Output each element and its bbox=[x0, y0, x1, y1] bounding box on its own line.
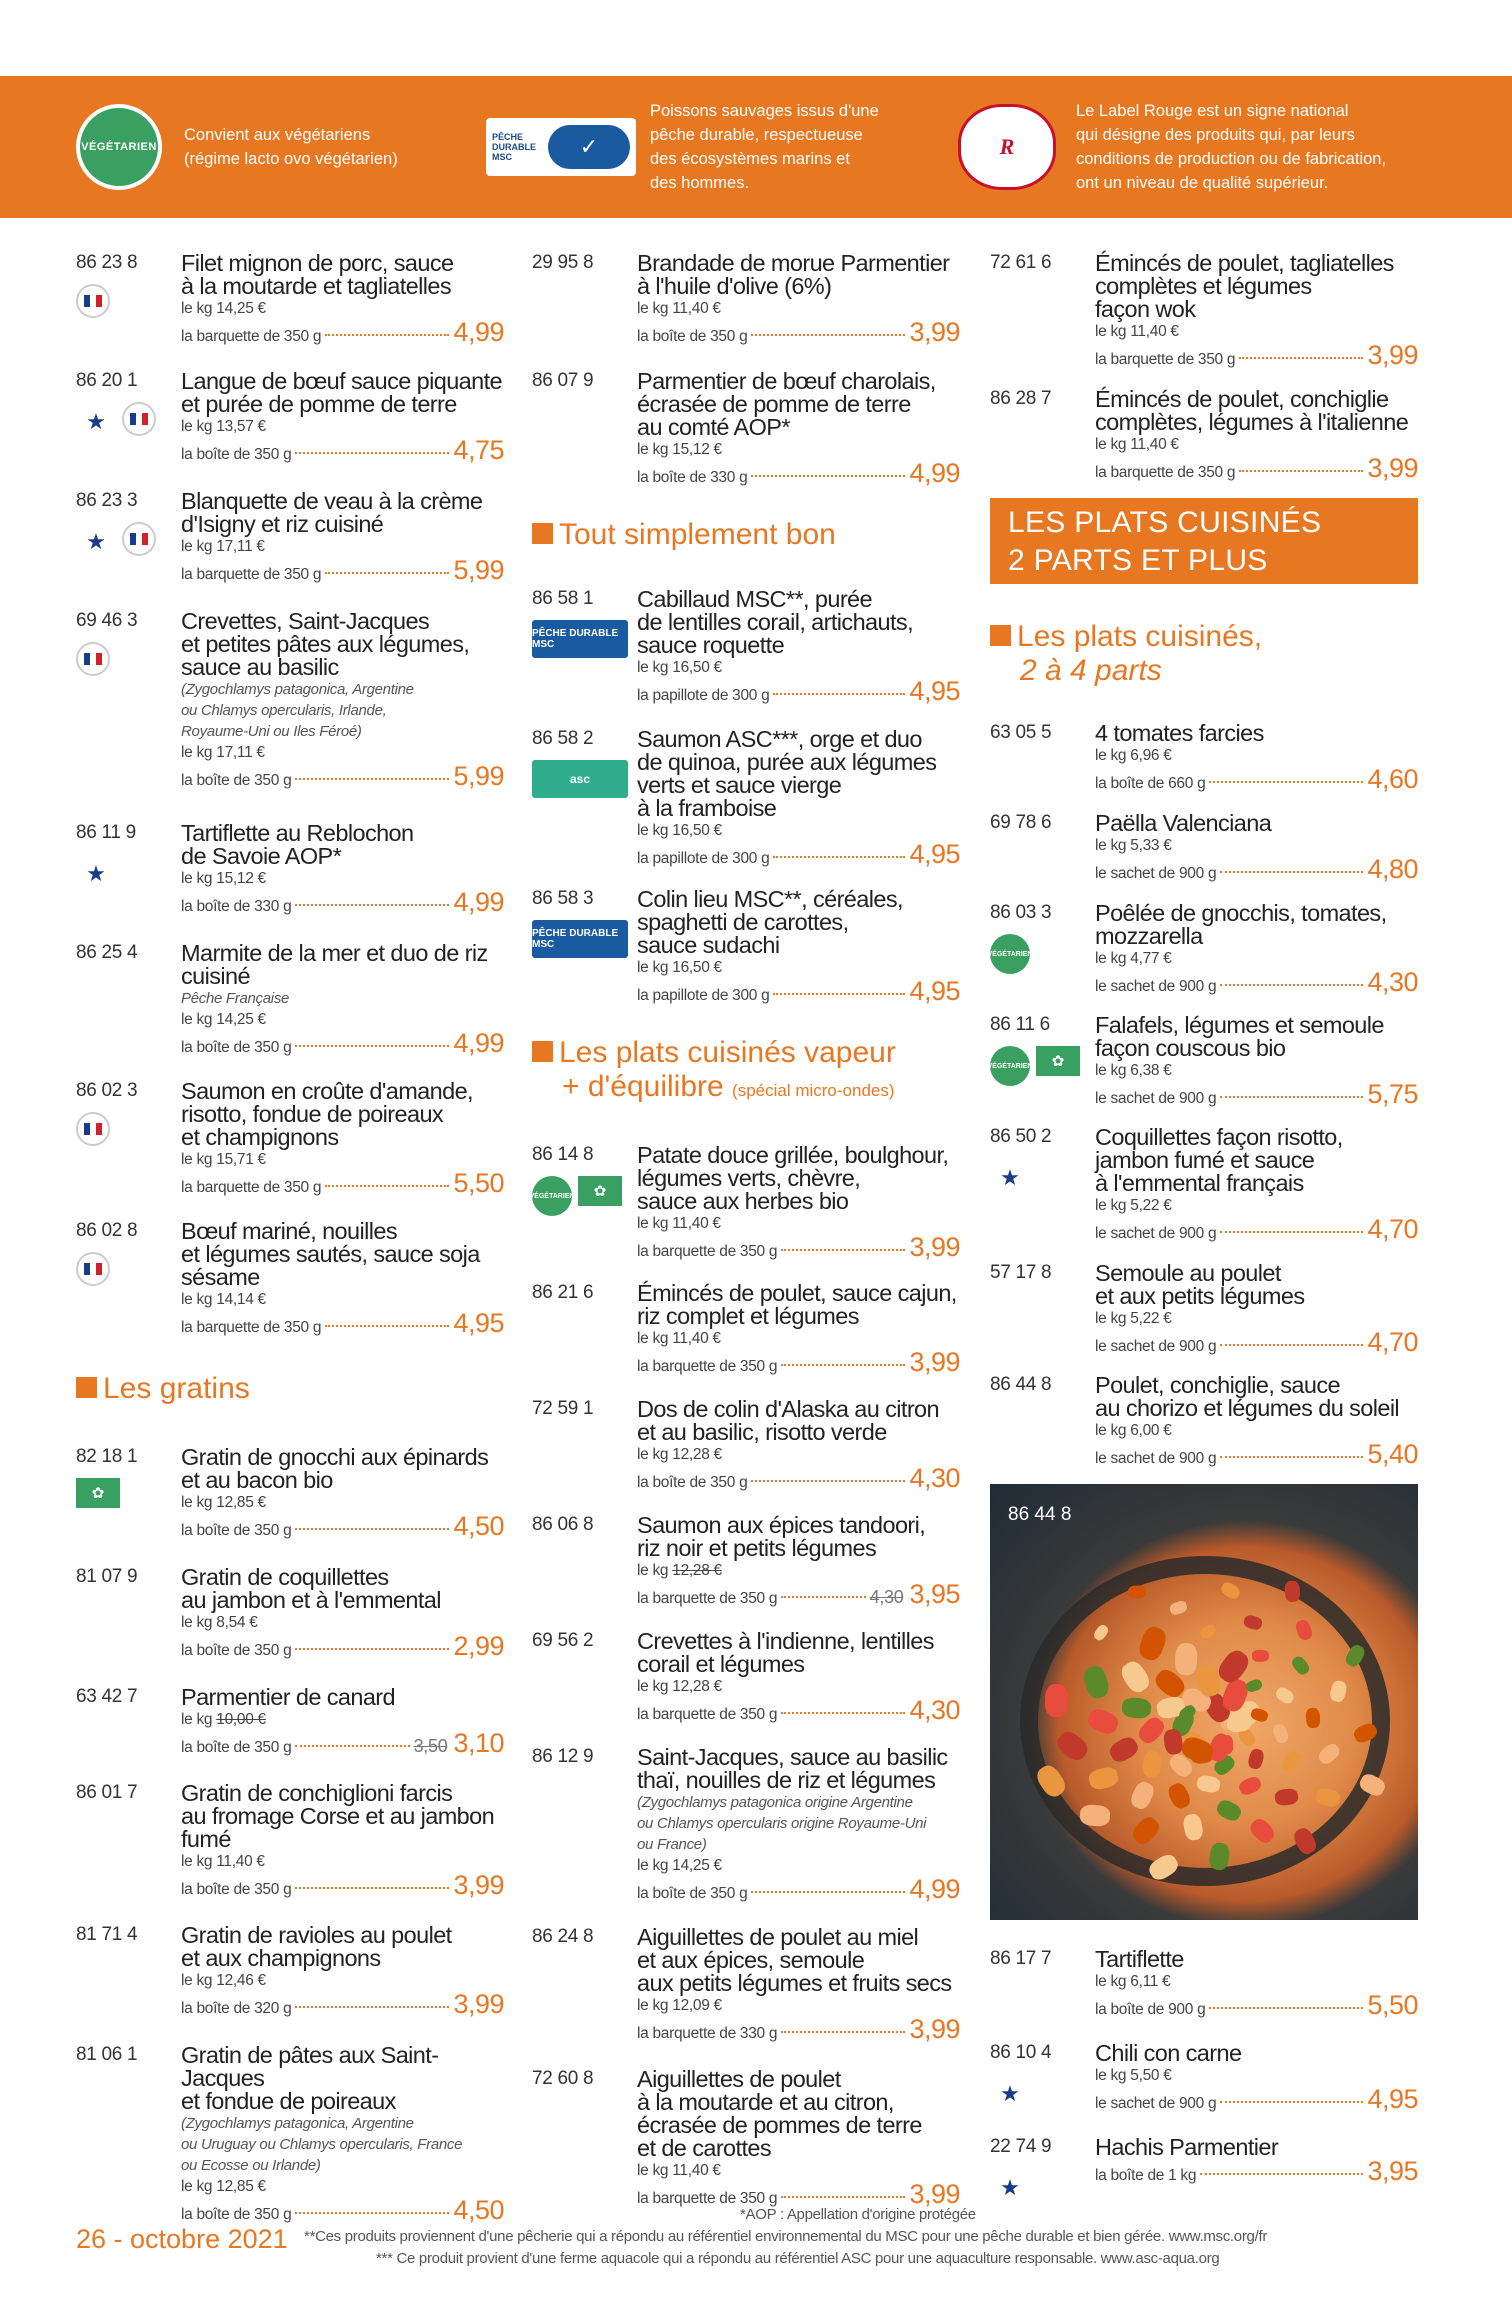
price-row bbox=[181, 1028, 504, 1060]
package-size: la barquette de 350 g bbox=[637, 1358, 778, 1375]
package-size: le sachet de 900 g bbox=[1095, 2095, 1217, 2112]
price-per-kg: le kg 10,00 € bbox=[181, 1711, 266, 1728]
price-per-kg: le kg 15,71 € bbox=[181, 1151, 266, 1168]
price-row bbox=[1095, 2084, 1418, 2116]
price-per-kg: le kg 11,40 € bbox=[1095, 323, 1179, 340]
price: 3,99 bbox=[1367, 453, 1418, 483]
france-origin-icon bbox=[76, 1112, 110, 1146]
price-per-kg: le kg 6,38 € bbox=[1095, 1062, 1172, 1079]
price-per-kg: le kg 6,11 € bbox=[1095, 1973, 1171, 1990]
product-code: 63 42 7 bbox=[76, 1686, 138, 1707]
product-labels bbox=[990, 2168, 1030, 2208]
product-code: 69 78 6 bbox=[990, 812, 1052, 833]
product-name: Émincés de poulet, conchiglie complètes, légumes à l'italienne bbox=[1095, 386, 1409, 435]
vegetarian-icon: VÉGÉTARIEN bbox=[532, 1176, 572, 1216]
vegetarian-legend-text-1: Convient aux végétariens bbox=[184, 126, 371, 144]
product-code: 86 24 8 bbox=[532, 1926, 594, 1947]
price-row bbox=[181, 1511, 504, 1543]
price-row bbox=[637, 1463, 960, 1495]
price: 4,50 bbox=[453, 2195, 504, 2225]
package-size: le sachet de 900 g bbox=[1095, 1225, 1217, 1242]
package-size: la boîte de 350 g bbox=[181, 1881, 292, 1898]
price-per-kg: le kg 16,50 € bbox=[637, 959, 722, 976]
product-code: 86 23 8 bbox=[76, 252, 138, 273]
price: 3,99 bbox=[1367, 340, 1418, 370]
msc-legend bbox=[486, 76, 916, 218]
price-per-kg: le kg 12,85 € bbox=[181, 1494, 266, 1511]
price-row bbox=[1095, 1990, 1418, 2022]
price-per-kg: le kg 11,40 € bbox=[181, 1853, 265, 1870]
price-row bbox=[637, 1695, 960, 1727]
product-code: 86 58 2 bbox=[532, 728, 594, 749]
france-origin-icon bbox=[76, 642, 110, 676]
product-name: Patate douce grillée, boulghour, légumes verts, chèvre, sauce aux herbes bio bbox=[637, 1142, 949, 1214]
price-row bbox=[1095, 1439, 1418, 1471]
product-code: 86 10 4 bbox=[990, 2042, 1052, 2063]
price-per-kg: le kg 14,25 € bbox=[181, 300, 266, 317]
price: 4,80 bbox=[1367, 854, 1418, 884]
product-code: 72 59 1 bbox=[532, 1398, 594, 1419]
price-row bbox=[637, 839, 960, 871]
price-per-kg: le kg 17,11 € bbox=[181, 538, 265, 555]
package-size: la papillote de 300 g bbox=[637, 687, 770, 704]
package-size: la boîte de 350 g bbox=[181, 446, 292, 463]
msc-logo-icon: PÊCHE DURABLE MSC ✓ bbox=[486, 118, 636, 176]
price-per-kg: le kg 5,50 € bbox=[1095, 2067, 1172, 2084]
product-labels bbox=[532, 920, 628, 958]
footnote-msc: **Ces produits proviennent d'une pêcherie qui a répondu au référentiel environnemental du MSC pour une pêche durable et bien gérée. www.msc.org/fr bbox=[304, 2228, 1268, 2245]
price-per-kg: le kg 5,33 € bbox=[1095, 837, 1172, 854]
price-per-kg: le kg 12,28 € bbox=[637, 1446, 722, 1463]
product-origin: (Zygochlamys patagonica, Argentine ou Chlamys opercularis, Irlande, Royaume-Uni ou Iles Féroé) bbox=[181, 681, 414, 740]
product-code: 57 17 8 bbox=[990, 1262, 1052, 1283]
product-name: Hachis Parmentier bbox=[1095, 2134, 1279, 2160]
price-row bbox=[1095, 967, 1418, 999]
viande-porcine-francaise-icon: ★ bbox=[86, 861, 106, 886]
label-rouge-logo-icon: R bbox=[958, 104, 1056, 190]
product-name: Aiguillettes de poulet à la moutarde et au citron, écrasée de pommes de terre et de carottes bbox=[637, 2066, 922, 2161]
package-size: la boîte de 350 g bbox=[181, 1522, 292, 1539]
footnote-asc: *** Ce produit provient d'une ferme aquacole qui a répondu au référentiel ASC pour une aquaculture responsable. www.asc-aqua.org bbox=[376, 2250, 1220, 2267]
price-per-kg: le kg 12,46 € bbox=[181, 1972, 266, 1989]
package-size: la barquette de 350 g bbox=[637, 1243, 778, 1260]
product-name: Gratin de conchiglioni farcis au fromage Corse et au jambon fumé bbox=[181, 1780, 495, 1852]
price-per-kg: le kg 15,12 € bbox=[181, 870, 266, 887]
product-code: 29 95 8 bbox=[532, 252, 594, 273]
product-labels bbox=[76, 284, 110, 318]
product-code: 86 06 8 bbox=[532, 1514, 594, 1535]
product-code: 86 14 8 bbox=[532, 1144, 594, 1165]
product-code: 69 46 3 bbox=[76, 610, 138, 631]
product-name: Gratin de coquillettes au jambon et à l'emmental bbox=[181, 1564, 441, 1613]
old-price: 4,30 bbox=[869, 1587, 904, 1607]
package-size: la barquette de 330 g bbox=[637, 2025, 778, 2042]
viande-porcine-francaise-icon: ★ bbox=[86, 409, 106, 434]
price: 4,95 bbox=[1367, 2084, 1418, 2114]
product-labels bbox=[532, 760, 628, 798]
product-name: Tartiflette au Reblochon de Savoie AOP* bbox=[181, 820, 414, 869]
package-size: la barquette de 350 g bbox=[637, 1590, 778, 1607]
price-row bbox=[1095, 1214, 1418, 1246]
price-row bbox=[637, 458, 960, 490]
package-size: la barquette de 350 g bbox=[181, 566, 322, 583]
package-size: la boîte de 350 g bbox=[181, 1739, 292, 1756]
product-name: Parmentier de canard bbox=[181, 1684, 395, 1710]
price-per-kg: le kg 12,28 € bbox=[637, 1562, 722, 1579]
price: 4,95 bbox=[909, 976, 960, 1006]
section-gratins: Les gratins bbox=[76, 1372, 250, 1406]
price-per-kg: le kg 11,40 € bbox=[1095, 436, 1179, 453]
product-photo bbox=[990, 1484, 1418, 1920]
msc-label-icon: PÊCHE DURABLE MSC bbox=[532, 920, 628, 958]
product-name: Saumon en croûte d'amande, risotto, fondue de poireaux et champignons bbox=[181, 1078, 473, 1150]
product-code: 86 17 7 bbox=[990, 1948, 1052, 1969]
price-row bbox=[1095, 854, 1418, 886]
product-name: Brandade de morue Parmentier à l'huile d'olive (6%) bbox=[637, 250, 950, 299]
price: 4,60 bbox=[1367, 764, 1418, 794]
price-row bbox=[637, 1579, 960, 1611]
price: 3,99 bbox=[909, 1232, 960, 1262]
product-labels bbox=[76, 522, 156, 562]
price: 4,95 bbox=[909, 676, 960, 706]
price: 5,99 bbox=[453, 555, 504, 585]
product-name: Saumon aux épices tandoori, riz noir et petits légumes bbox=[637, 1512, 926, 1561]
price-row bbox=[637, 676, 960, 708]
plats-cuisines-banner: LES PLATS CUISINÉS 2 PARTS ET PLUS bbox=[990, 498, 1418, 584]
package-size: la barquette de 350 g bbox=[181, 328, 322, 345]
old-price: 3,50 bbox=[413, 1736, 448, 1756]
price: 5,50 bbox=[453, 1168, 504, 1198]
price-row bbox=[1095, 340, 1418, 372]
product-name: Semoule au poulet et aux petits légumes bbox=[1095, 1260, 1305, 1309]
price-per-kg: le kg 4,77 € bbox=[1095, 950, 1172, 967]
price-row bbox=[181, 1308, 504, 1340]
viande-porcine-francaise-icon: ★ bbox=[86, 529, 106, 554]
product-name: Parmentier de bœuf charolais, écrasée de pomme de terre au comté AOP* bbox=[637, 368, 936, 440]
price: 3,99 bbox=[909, 2014, 960, 2044]
msc-legend-text: Poissons sauvages issus d'une pêche durable, respectueuse des écosystèmes marins et des hommes. bbox=[650, 102, 879, 192]
product-labels bbox=[990, 1158, 1030, 1198]
price-per-kg: le kg 5,22 € bbox=[1095, 1310, 1172, 1327]
price: 5,50 bbox=[1367, 1990, 1418, 2020]
product-labels bbox=[76, 854, 116, 894]
product-code: 86 50 2 bbox=[990, 1126, 1052, 1147]
package-size: la boîte de 350 g bbox=[181, 1642, 292, 1659]
price: 4,95 bbox=[909, 839, 960, 869]
product-name: Poêlée de gnocchis, tomates, mozzarella bbox=[1095, 900, 1387, 949]
package-size: la boîte de 1 kg bbox=[1095, 2167, 1197, 2184]
product-name: Falafels, légumes et semoule façon couscous bio bbox=[1095, 1012, 1384, 1061]
price-per-kg: le kg 11,40 € bbox=[637, 1215, 721, 1232]
product-code: 86 28 7 bbox=[990, 388, 1052, 409]
product-code: 86 03 3 bbox=[990, 902, 1052, 923]
product-origin: Pêche Française bbox=[181, 990, 290, 1007]
france-origin-icon bbox=[76, 1252, 110, 1286]
package-size: le sachet de 900 g bbox=[1095, 978, 1217, 995]
price: 4,99 bbox=[453, 887, 504, 917]
price-row bbox=[637, 1874, 960, 1906]
price-per-kg: le kg 17,11 € bbox=[181, 744, 265, 761]
product-code: 63 05 5 bbox=[990, 722, 1052, 743]
product-labels bbox=[987, 1046, 1080, 1086]
product-code: 86 07 9 bbox=[532, 370, 594, 391]
organic-leaf-icon: ✿ bbox=[1036, 1046, 1080, 1076]
product-name: Aiguillettes de poulet au miel et aux épices, semoule aux petits légumes et fruits secs bbox=[637, 1924, 952, 1996]
product-name: Filet mignon de porc, sauce à la moutarde et tagliatelles bbox=[181, 250, 454, 299]
price-row bbox=[1095, 764, 1418, 796]
price: 4,70 bbox=[1367, 1214, 1418, 1244]
price-per-kg: le kg 12,28 € bbox=[637, 1678, 722, 1695]
product-labels bbox=[987, 934, 1033, 974]
product-labels bbox=[76, 1252, 110, 1286]
price-per-kg: le kg 13,57 € bbox=[181, 418, 266, 435]
vegetarian-legend bbox=[76, 76, 436, 218]
page-number: 26 - octobre 2021 bbox=[76, 2224, 288, 2254]
product-name: Marmite de la mer et duo de riz cuisiné bbox=[181, 940, 488, 989]
price-row bbox=[1095, 1327, 1418, 1359]
price: 4,70 bbox=[1367, 1327, 1418, 1357]
price-per-kg: le kg 15,12 € bbox=[637, 441, 722, 458]
organic-leaf-icon: ✿ bbox=[76, 1478, 120, 1508]
price-row bbox=[1095, 2156, 1418, 2188]
footnote-aop: *AOP : Appellation d'origine protégée bbox=[740, 2206, 976, 2223]
product-code: 86 20 1 bbox=[76, 370, 138, 391]
product-name: Bœuf mariné, nouilles et légumes sautés, sauce soja sésame bbox=[181, 1218, 480, 1290]
price: 3,99 bbox=[453, 1989, 504, 2019]
price-row bbox=[637, 976, 960, 1008]
price: 4,99 bbox=[909, 1874, 960, 1904]
price: 5,75 bbox=[1367, 1079, 1418, 1109]
package-size: la boîte de 330 g bbox=[181, 898, 292, 915]
price-row bbox=[637, 2014, 960, 2046]
price-row bbox=[637, 317, 960, 349]
price-row bbox=[181, 555, 504, 587]
product-name: Gratin de gnocchi aux épinards et au bacon bio bbox=[181, 1444, 489, 1493]
price-row bbox=[181, 2195, 504, 2227]
product-code: 86 02 8 bbox=[76, 1220, 138, 1241]
product-code: 86 11 9 bbox=[76, 822, 136, 843]
product-name: Crevettes à l'indienne, lentilles corail et légumes bbox=[637, 1628, 934, 1677]
price-row bbox=[637, 1232, 960, 1264]
product-name: Cabillaud MSC**, purée de lentilles corail, artichauts, sauce roquette bbox=[637, 586, 913, 658]
price: 4,30 bbox=[909, 1463, 960, 1493]
price-per-kg: le kg 12,85 € bbox=[181, 2178, 266, 2195]
package-size: la boîte de 350 g bbox=[637, 1885, 748, 1902]
price: 5,40 bbox=[1367, 1439, 1418, 1469]
product-labels bbox=[990, 2074, 1030, 2114]
product-name: Émincés de poulet, sauce cajun, riz complet et légumes bbox=[637, 1280, 957, 1329]
price: 4,99 bbox=[453, 1028, 504, 1058]
price-row bbox=[181, 435, 504, 467]
price: 3,95 bbox=[909, 1579, 960, 1609]
price-per-kg: le kg 16,50 € bbox=[637, 659, 722, 676]
product-name: Chili con carne bbox=[1095, 2040, 1242, 2066]
product-name: Gratin de ravioles au poulet et aux champignons bbox=[181, 1922, 452, 1971]
package-size: le sachet de 900 g bbox=[1095, 1338, 1217, 1355]
price: 4,30 bbox=[1367, 967, 1418, 997]
product-name: 4 tomates farcies bbox=[1095, 720, 1264, 746]
price-per-kg: le kg 16,50 € bbox=[637, 822, 722, 839]
viande-porcine-francaise-icon: ★ bbox=[1000, 2081, 1020, 2106]
asc-label-icon: asc bbox=[532, 760, 628, 798]
price: 3,99 bbox=[453, 1870, 504, 1900]
package-size: le sachet de 900 g bbox=[1095, 1090, 1217, 1107]
package-size: la boîte de 900 g bbox=[1095, 2001, 1206, 2018]
france-origin-icon bbox=[122, 522, 156, 556]
organic-leaf-icon: ✿ bbox=[578, 1176, 622, 1206]
price-row bbox=[181, 1989, 504, 2021]
vegetarian-badge-icon: VÉGÉTARIEN bbox=[76, 104, 162, 190]
package-size: la barquette de 350 g bbox=[637, 2190, 778, 2207]
product-labels bbox=[532, 620, 628, 658]
price-row bbox=[1095, 1079, 1418, 1111]
product-code: 86 02 3 bbox=[76, 1080, 138, 1101]
package-size: la barquette de 350 g bbox=[1095, 351, 1236, 368]
price-per-kg: le kg 12,09 € bbox=[637, 1997, 722, 2014]
product-name: Émincés de poulet, tagliatelles complètes et légumes façon wok bbox=[1095, 250, 1394, 322]
package-size: la boîte de 330 g bbox=[637, 469, 748, 486]
product-labels bbox=[76, 642, 110, 676]
price-row bbox=[637, 1347, 960, 1379]
legend-banner bbox=[0, 76, 1512, 218]
price-per-kg: le kg 14,25 € bbox=[181, 1011, 266, 1028]
price: 4,50 bbox=[453, 1511, 504, 1541]
package-size: la papillote de 300 g bbox=[637, 850, 770, 867]
package-size: la barquette de 350 g bbox=[181, 1179, 322, 1196]
section-2-a-4-parts: Les plats cuisinés, 2 à 4 parts bbox=[990, 620, 1262, 688]
package-size: la papillote de 300 g bbox=[637, 987, 770, 1004]
price-per-kg: le kg 14,14 € bbox=[181, 1291, 266, 1308]
product-labels bbox=[76, 1478, 120, 1508]
price-per-kg: le kg 14,25 € bbox=[637, 1857, 722, 1874]
price-per-kg: le kg 5,22 € bbox=[1095, 1197, 1172, 1214]
france-origin-icon bbox=[76, 284, 110, 318]
product-labels bbox=[76, 1112, 110, 1146]
product-code: 86 44 8 bbox=[990, 1374, 1052, 1395]
price: 4,99 bbox=[453, 317, 504, 347]
package-size: la barquette de 350 g bbox=[637, 1706, 778, 1723]
package-size: la boîte de 660 g bbox=[1095, 775, 1206, 792]
product-code: 86 58 3 bbox=[532, 888, 594, 909]
vegetarian-legend-text-2: (régime lacto ovo végétarien) bbox=[184, 150, 398, 168]
vegetarian-icon: VÉGÉTARIEN bbox=[990, 1046, 1030, 1086]
package-size: la boîte de 350 g bbox=[181, 2206, 292, 2223]
product-name: Crevettes, Saint-Jacques et petites pâtes aux légumes, sauce au basilic bbox=[181, 608, 470, 680]
price: 3,95 bbox=[1367, 2156, 1418, 2186]
price: 4,99 bbox=[909, 458, 960, 488]
price-per-kg: le kg 6,96 € bbox=[1095, 747, 1172, 764]
package-size: la boîte de 350 g bbox=[181, 772, 292, 789]
product-code: 81 71 4 bbox=[76, 1924, 138, 1945]
product-code: 86 25 4 bbox=[76, 942, 138, 963]
product-code: 72 61 6 bbox=[990, 252, 1052, 273]
product-labels bbox=[529, 1176, 622, 1216]
product-name: Dos de colin d'Alaska au citron et au basilic, risotto verde bbox=[637, 1396, 940, 1445]
package-size: la barquette de 350 g bbox=[1095, 464, 1236, 481]
product-code: 81 07 9 bbox=[76, 1566, 138, 1587]
product-code: 22 74 9 bbox=[990, 2136, 1052, 2157]
package-size: la boîte de 320 g bbox=[181, 2000, 292, 2017]
price-row bbox=[181, 761, 504, 793]
price-per-kg: le kg 11,40 € bbox=[637, 2162, 721, 2179]
price-per-kg: le kg 11,40 € bbox=[637, 1330, 721, 1347]
package-size: le sachet de 900 g bbox=[1095, 865, 1217, 882]
section-tout-simplement-bon: Tout simplement bon bbox=[532, 518, 836, 552]
product-code: 86 01 7 bbox=[76, 1782, 138, 1803]
label-rouge-legend bbox=[958, 76, 1478, 218]
package-size: la boîte de 350 g bbox=[637, 1474, 748, 1491]
product-code: 69 56 2 bbox=[532, 1630, 594, 1651]
price-row bbox=[181, 1728, 504, 1760]
package-size: la boîte de 350 g bbox=[181, 1039, 292, 1056]
price-row bbox=[181, 1870, 504, 1902]
price-row bbox=[181, 317, 504, 349]
product-origin: (Zygochlamys patagonica, Argentine ou Uruguay ou Chlamys opercularis, France ou Ecosse ou Irlande) bbox=[181, 2115, 463, 2174]
package-size: la boîte de 350 g bbox=[637, 328, 748, 345]
product-name: Colin lieu MSC**, céréales, spaghetti de carottes, sauce sudachi bbox=[637, 886, 903, 958]
price: 4,95 bbox=[453, 1308, 504, 1338]
price-per-kg: le kg 6,00 € bbox=[1095, 1422, 1172, 1439]
price: 2,99 bbox=[453, 1631, 504, 1661]
product-code: 81 06 1 bbox=[76, 2044, 138, 2065]
viande-porcine-francaise-icon: ★ bbox=[1000, 1165, 1020, 1190]
product-code: 86 21 6 bbox=[532, 1282, 594, 1303]
product-origin: (Zygochlamys patagonica origine Argentine ou Chlamys opercularis origine Royaume-Uni ou France) bbox=[637, 1794, 927, 1853]
product-name: Blanquette de veau à la crème d'Isigny et riz cuisiné bbox=[181, 488, 483, 537]
price-row bbox=[181, 1631, 504, 1663]
product-name: Poulet, conchiglie, sauce au chorizo et légumes du soleil bbox=[1095, 1372, 1400, 1421]
product-name: Gratin de pâtes aux Saint-Jacques et fondue de poireaux bbox=[181, 2042, 439, 2114]
price: 3,99 bbox=[909, 317, 960, 347]
package-size: le sachet de 900 g bbox=[1095, 1450, 1217, 1467]
price-per-kg: le kg 8,54 € bbox=[181, 1614, 258, 1631]
section-vapeur: Les plats cuisinés vapeur + d'équilibre (spécial micro-ondes) bbox=[532, 1036, 896, 1108]
price: 4,75 bbox=[453, 435, 504, 465]
package-size: la barquette de 350 g bbox=[181, 1319, 322, 1336]
price: 3,99 bbox=[909, 1347, 960, 1377]
product-labels bbox=[76, 402, 156, 442]
price-row bbox=[1095, 453, 1418, 485]
label-rouge-legend-text: Le Label Rouge est un signe national qui désigne des produits qui, par leurs conditions de production ou de fabrication, ont un niveau de qualité supérieur. bbox=[1076, 102, 1387, 192]
france-origin-icon bbox=[122, 402, 156, 436]
product-code: 86 58 1 bbox=[532, 588, 594, 609]
price: 3,99 bbox=[909, 2179, 960, 2209]
product-name: Saint-Jacques, sauce au basilic thaï, nouilles de riz et légumes bbox=[637, 1744, 948, 1793]
price: 4,30 bbox=[909, 1695, 960, 1725]
msc-label-icon: PÊCHE DURABLE MSC bbox=[532, 620, 628, 658]
product-name: Saumon ASC***, orge et duo de quinoa, purée aux légumes verts et sauce vierge à la framboise bbox=[637, 726, 937, 821]
price-row bbox=[181, 887, 504, 919]
price: 3,10 bbox=[453, 1728, 504, 1758]
product-code: 86 23 3 bbox=[76, 490, 138, 511]
viande-porcine-francaise-icon: ★ bbox=[1000, 2175, 1020, 2200]
product-code: 72 60 8 bbox=[532, 2068, 594, 2089]
product-name: Coquillettes façon risotto, jambon fumé et sauce à l'emmental français bbox=[1095, 1124, 1343, 1196]
price-row bbox=[181, 1168, 504, 1200]
product-name: Langue de bœuf sauce piquante et purée de pomme de terre bbox=[181, 368, 502, 417]
vegetarian-icon: VÉGÉTARIEN bbox=[990, 934, 1030, 974]
photo-product-code: 86 44 8 bbox=[1008, 1504, 1072, 1525]
product-name: Tartiflette bbox=[1095, 1946, 1184, 1972]
product-name: Paëlla Valenciana bbox=[1095, 810, 1272, 836]
product-code: 82 18 1 bbox=[76, 1446, 138, 1467]
price-per-kg: le kg 11,40 € bbox=[637, 300, 721, 317]
product-code: 86 12 9 bbox=[532, 1746, 594, 1767]
product-code: 86 11 6 bbox=[990, 1014, 1050, 1035]
price: 5,99 bbox=[453, 761, 504, 791]
